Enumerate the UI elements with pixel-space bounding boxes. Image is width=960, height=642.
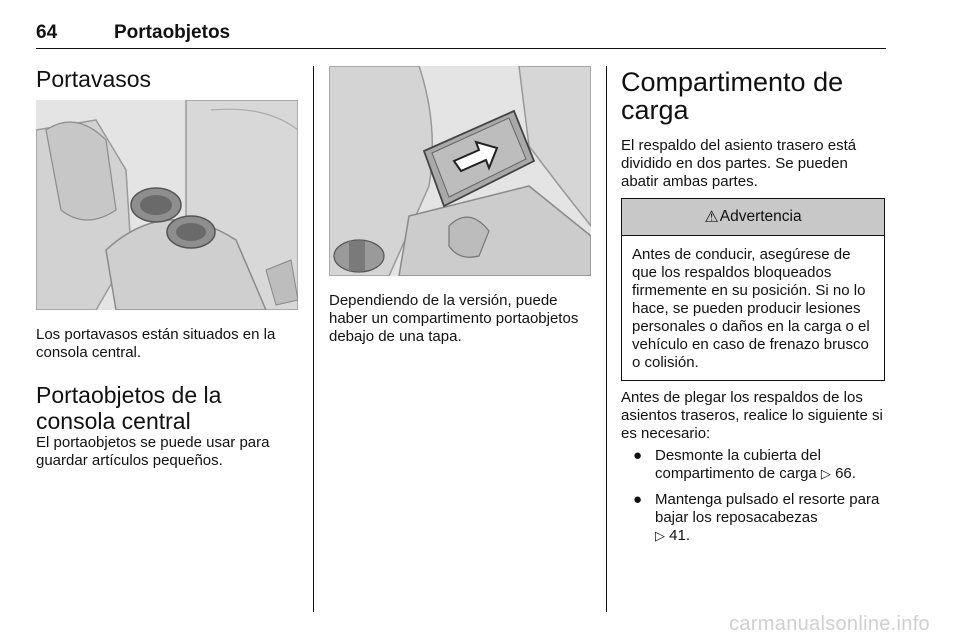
steps-list bbox=[621, 447, 885, 553]
warning-body bbox=[622, 236, 884, 380]
list-item bbox=[621, 491, 885, 546]
compartment-caption: Dependiendo de la versión, puede haber un compartimento portaobjetos debajo de una tapa. bbox=[329, 292, 579, 345]
cupholder-illustration bbox=[36, 100, 298, 310]
console-storage-heading: Portaobjetos de la consola central bbox=[36, 382, 222, 434]
step-page-reference[interactable]: 66. bbox=[835, 465, 856, 482]
column-divider-2 bbox=[606, 66, 607, 612]
warning-triangle-icon: ⚠ bbox=[704, 209, 719, 226]
page-number: 64 bbox=[36, 22, 58, 43]
watermark: carmanualsonline.info bbox=[729, 613, 930, 635]
page-reference-arrow-icon: ▷ bbox=[655, 529, 665, 544]
warning-header bbox=[622, 199, 884, 236]
header-rule bbox=[36, 48, 886, 49]
section-title: Portaobjetos bbox=[114, 22, 231, 43]
cupholder-heading: Portavasos bbox=[36, 66, 152, 92]
warning-text: Antes de conducir, asegúrese de que los respaldos bloqueados firmemente en su posición. Si no lo hace, se pueden producir lesiones personales o daños en la carga o el vehículo en caso de frenazo brusco o colisión. bbox=[632, 246, 870, 371]
console-storage-text: El portaobjetos se puede usar para guardar artículos pequeños. bbox=[36, 434, 270, 469]
step-page-reference[interactable]: 41. bbox=[669, 527, 691, 544]
list-item bbox=[621, 447, 885, 484]
step-text: Mantenga pulsado el resorte para bajar los reposacabezas bbox=[655, 491, 880, 526]
cargo-compartment-heading: Compartimento de carga bbox=[621, 67, 844, 125]
console-drawing bbox=[329, 66, 591, 276]
bullet: ● bbox=[633, 491, 643, 508]
cupholder-drawing bbox=[36, 100, 298, 310]
bullet: ● bbox=[633, 447, 643, 464]
page-reference-arrow-icon: ▷ bbox=[820, 467, 831, 482]
cargo-intro-text: El respaldo del asiento trasero está dividido en dos partes. Se pueden abatir ambas partes. bbox=[621, 137, 857, 190]
console-compartment-illustration bbox=[329, 66, 591, 276]
page-header bbox=[36, 18, 886, 48]
step-text: Desmonte la cubierta del compartimento de carga bbox=[655, 447, 821, 482]
warning-title: Advertencia bbox=[719, 208, 802, 225]
before-folding-text: Antes de plegar los respaldos de los asientos traseros, realice lo siguiente si es necesario: bbox=[621, 389, 883, 442]
warning-box bbox=[621, 198, 885, 381]
column-divider-1 bbox=[313, 66, 314, 612]
cupholder-text: Los portavasos están situados en la consola central. bbox=[36, 326, 276, 361]
